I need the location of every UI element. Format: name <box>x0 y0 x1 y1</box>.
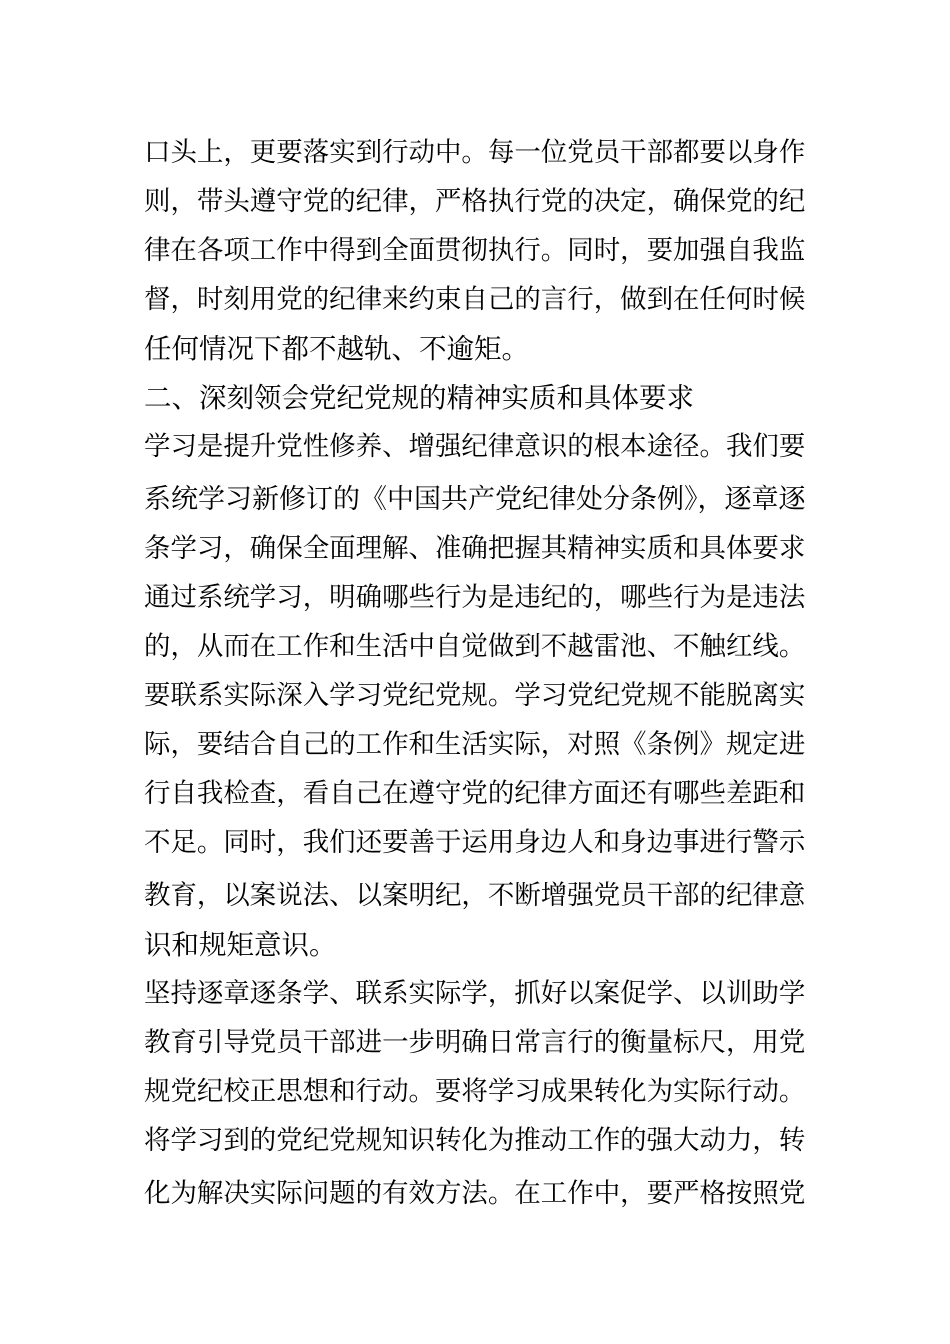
text-line: 不足。同时，我们还要善于运用身边人和身边事进行警示 <box>144 827 806 858</box>
text-line: 则，带头遵守党的纪律，严格执行党的决定，确保党的纪 <box>144 186 806 217</box>
text-line: 行自我检查，看自己在遵守党的纪律方面还有哪些差距和 <box>144 778 806 809</box>
text-line: 教育引导党员干部进一步明确日常言行的衡量标尺，用党 <box>144 1027 806 1058</box>
section-heading: 二、深刻领会党纪党规的精神实质和具体要求 <box>144 382 694 414</box>
text-line: 要联系实际深入学习党纪党规。学习党纪党规不能脱离实 <box>144 680 806 711</box>
text-line: 通过系统学习，明确哪些行为是违纪的，哪些行为是违法 <box>144 582 806 613</box>
text-line: 系统学习新修订的《中国共产党纪律处分条例》，逐章逐 <box>144 484 806 515</box>
text-line: 学习是提升党性修养、增强纪律意识的根本途径。我们要 <box>144 431 806 462</box>
text-line: 条学习，确保全面理解、准确把握其精神实质和具体要求 <box>144 533 806 564</box>
text-line: 的，从而在工作和生活中自觉做到不越雷池、不触红线。 <box>144 631 806 662</box>
text-line: 任何情况下都不越轨、不逾矩。 <box>144 333 529 365</box>
text-line: 化为解决实际问题的有效方法。在工作中，要严格按照党 <box>144 1178 806 1209</box>
text-line: 坚持逐章逐条学、联系实际学，抓好以案促学、以训助学 <box>144 978 806 1009</box>
text-line: 律在各项工作中得到全面贯彻执行。同时，要加强自我监 <box>144 235 806 266</box>
text-line: 督，时刻用党的纪律来约束自己的言行，做到在任何时候 <box>144 284 806 315</box>
text-line: 际，要结合自己的工作和生活实际，对照《条例》规定进 <box>144 729 806 760</box>
text-line: 教育，以案说法、以案明纪，不断增强党员干部的纪律意 <box>144 880 806 911</box>
text-line: 口头上，更要落实到行动中。每一位党员干部都要以身作 <box>144 137 806 168</box>
text-line: 将学习到的党纪党规知识转化为推动工作的强大动力，转 <box>144 1125 806 1156</box>
text-line: 识和规矩意识。 <box>144 929 337 961</box>
text-line: 规党纪校正思想和行动。要将学习成果转化为实际行动。 <box>144 1076 806 1107</box>
